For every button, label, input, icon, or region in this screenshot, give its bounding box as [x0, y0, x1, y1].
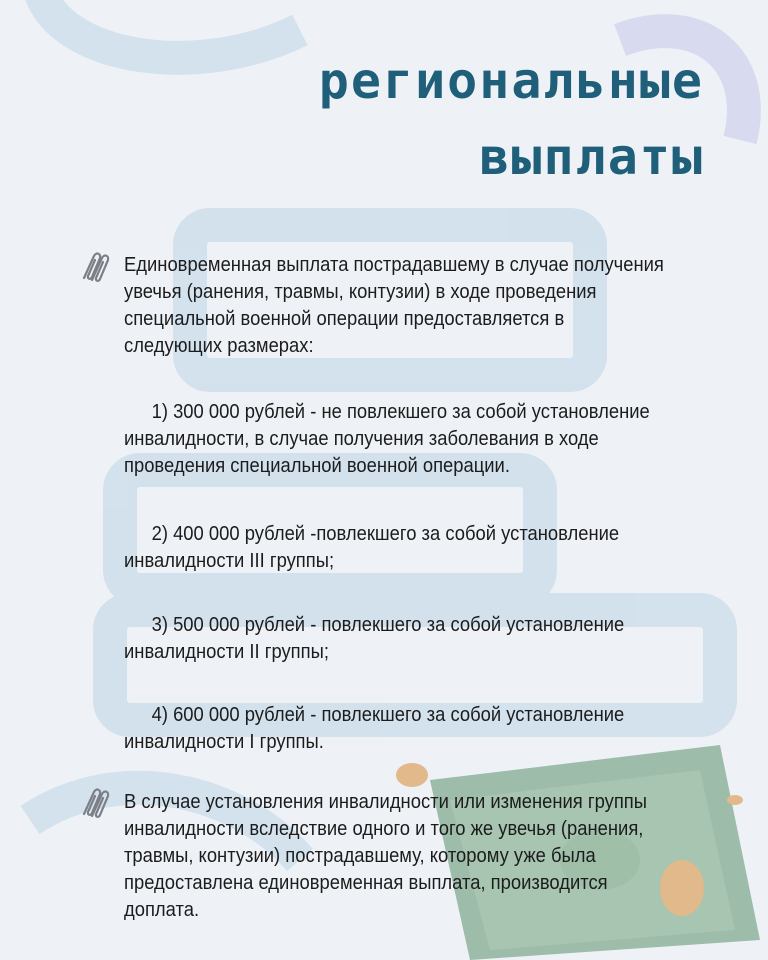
list-item: 4) 600 000 рублей - повлекшего за собой установление инвалидности I группы.: [124, 704, 625, 753]
page-title-line-1: региональные: [318, 52, 704, 110]
list-item: 1) 300 000 рублей - не повлекшего за собой установление инвалидности, в случае получения заболевания в ходе проведения специальной военной операции.: [124, 401, 650, 477]
page-title-line-2: выплаты: [479, 128, 704, 186]
paperclip-icon: [78, 250, 112, 284]
note-paragraph: В случае установления инвалидности или изменения группы инвалидности вследствие одного и того же увечья (ранения, травмы, контузии) пострадавшему, которому уже была предоставлена единовременная выплата, производится доплата.: [124, 791, 647, 921]
paperclip-icon: [78, 786, 112, 820]
list-item: 2) 400 000 рублей -повлекшего за собой установление инвалидности III группы;: [124, 523, 620, 572]
intro-paragraph: Единовременная выплата пострадавшему в случае получения увечья (ранения, травмы, контузии) в ходе проведения специальной военной операции предоставляется в следующих размерах:: [124, 254, 664, 357]
list-item: 3) 500 000 рублей - повлекшего за собой установление инвалидности II группы;: [124, 614, 625, 663]
